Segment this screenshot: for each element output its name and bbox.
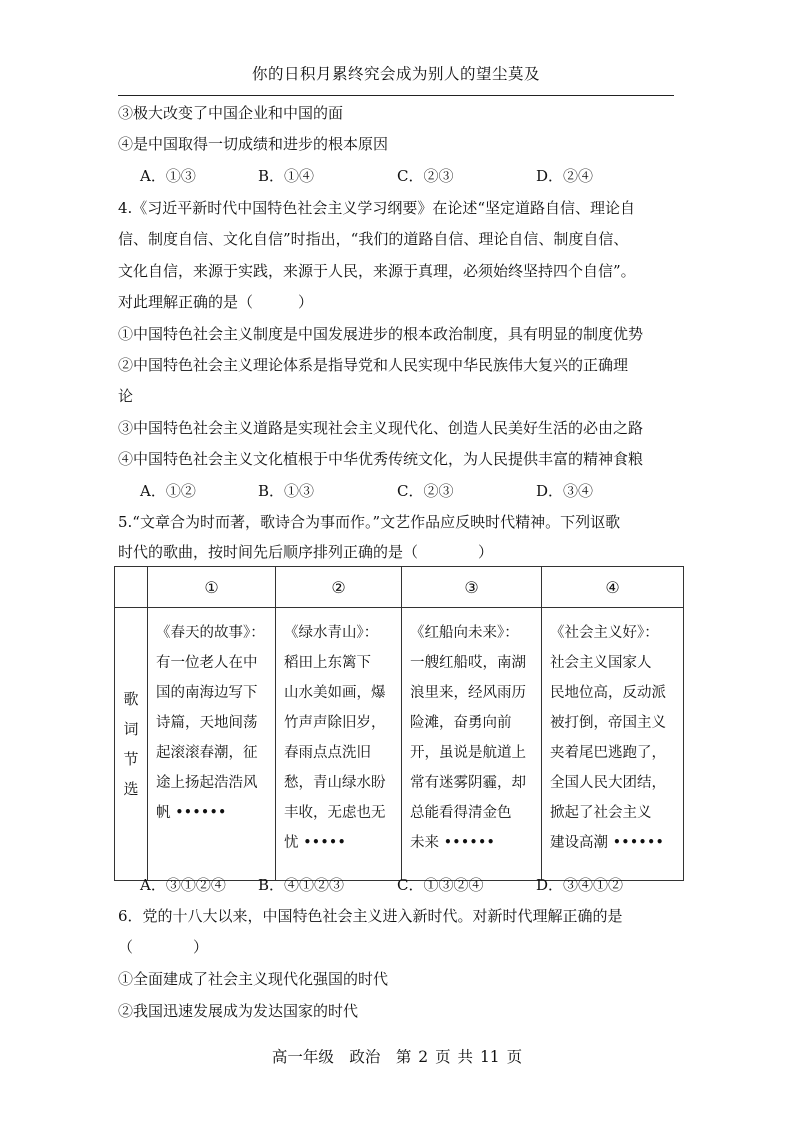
q4-stem-line-2: 信、制度自信、文化自信”时指出，“我们的道路自信、理论自信、制度自信、 — [118, 230, 629, 248]
q4-item-1: ①中国特色社会主义制度是中国发展进步的根本政治制度，具有明显的制度优势 — [118, 325, 644, 343]
q3-item-4: ④是中国取得一切成绩和进步的根本原因 — [118, 135, 389, 153]
q4-item-3: ③中国特色社会主义道路是实现社会主义现代化、创造人民美好生活的必由之路 — [118, 419, 644, 437]
q4-stem-line-1: 4.《习近平新时代中国特色社会主义学习纲要》在论述“坚定道路自信、理论自 — [118, 199, 635, 217]
q4-option-d: D．③④ — [536, 482, 594, 500]
lyric-line: 起滚滚春潮，征 — [156, 745, 258, 761]
q4-option-b: B．①③ — [258, 482, 315, 500]
header-rule — [118, 95, 674, 96]
q4-item-2-cont: 论 — [118, 387, 134, 405]
lyric-line: 掀起了社会主义 — [550, 805, 652, 821]
q5-stem-line-1: 5.“文章合为时而著，歌诗合为事而作。”文艺作品应反映时代精神。下列讴歌 — [118, 513, 621, 531]
page-header: 你的日积月累终究会成为别人的望尘莫及 — [251, 65, 540, 83]
lyric-cell-2 — [276, 608, 402, 881]
lyric-line: 险滩，奋勇向前 — [410, 715, 512, 731]
lyric-line: 丰收，无虑也无 — [284, 805, 386, 821]
q4-item-2: ②中国特色社会主义理论体系是指导党和人民实现中华民族伟大复兴的正确理 — [118, 356, 629, 374]
lyric-line: 总能看得清金色 — [410, 805, 512, 821]
lyric-line: 常有迷雾阴霾，却 — [410, 775, 526, 791]
lyric-line: 浪里来，经风雨历 — [410, 685, 526, 701]
q3-option-d: D．②④ — [536, 167, 594, 185]
row-label — [115, 608, 148, 881]
q5-option-a: A．③①②④ — [140, 876, 226, 894]
q3-option-a: A．①③ — [140, 167, 196, 185]
table-header-3: ③ — [402, 567, 542, 608]
q6-item-1: ①全面建成了社会主义现代化强国的时代 — [118, 970, 389, 988]
lyric-line: 山水美如画，爆 — [284, 685, 386, 701]
q6-stem-line-1: 6．党的十八大以来，中国特色社会主义进入新时代。对新时代理解正确的是 — [118, 907, 623, 925]
q3-item-3: ③极大改变了中国企业和中国的面 — [118, 104, 344, 122]
lyric-line: 被打倒，帝国主义 — [550, 715, 666, 731]
lyric-line: 全国人民大团结， — [550, 775, 666, 791]
lyric-line: 稻田上东篱下 — [284, 655, 371, 671]
q4-option-a: A．①② — [140, 482, 196, 500]
lyric-line: 春雨点点洗旧 — [284, 745, 371, 761]
q4-stem-line-4: 对此理解正确的是（ ） — [118, 293, 314, 311]
lyric-line: 《绿水青山》： — [284, 625, 379, 641]
row-label-char: 节 — [123, 750, 139, 768]
table-header-4: ④ — [542, 567, 684, 608]
table-header-row — [115, 567, 684, 608]
lyric-line: 建设高潮 •••••• — [550, 835, 664, 851]
table-header-1: ① — [148, 567, 276, 608]
row-label-char: 选 — [123, 780, 139, 798]
lyric-line: 一艘红船哎，南湖 — [410, 655, 526, 671]
q4-item-4: ④中国特色社会主义文化植根于中华优秀传统文化，为人民提供丰富的精神食粮 — [118, 450, 644, 468]
row-label-char: 词 — [123, 720, 139, 738]
lyric-line: 《红船向未来》： — [410, 625, 519, 641]
table-row — [115, 608, 684, 881]
lyric-line: 途上扬起浩浩风 — [156, 775, 258, 791]
table-header-2: ② — [276, 567, 402, 608]
lyric-line: 未来 •••••• — [410, 835, 495, 851]
lyric-line: 社会主义国家人 — [550, 655, 652, 671]
table-corner-cell — [115, 567, 148, 608]
lyric-line: 帆 •••••• — [156, 805, 227, 821]
lyric-cell-4 — [542, 608, 684, 881]
lyric-line: 有一位老人在中 — [156, 655, 258, 671]
lyric-line: 《春天的故事》： — [156, 625, 265, 641]
lyric-cell-1 — [148, 608, 276, 881]
lyric-line: 民地位高，反动派 — [550, 685, 666, 701]
lyric-line: 《社会主义好》： — [550, 625, 659, 641]
q3-option-c: C．②③ — [397, 167, 454, 185]
lyric-line: 开，虽说是航道上 — [410, 745, 526, 761]
song-lyrics-table — [114, 566, 684, 881]
lyric-line: 愁，青山绿水盼 — [284, 775, 386, 791]
q6-item-2: ②我国迅速发展成为发达国家的时代 — [118, 1002, 359, 1020]
lyric-line: 忧 ••••• — [284, 835, 346, 851]
lyric-line: 诗篇，天地间荡 — [156, 715, 258, 731]
lyric-cell-3 — [402, 608, 542, 881]
q5-option-c: C．①③②④ — [397, 876, 484, 894]
page-footer: 高一年级 政治 第 2 页 共 11 页 — [271, 1048, 523, 1066]
row-label-char: 歌 — [123, 690, 139, 708]
lyric-line: 国的南海边写下 — [156, 685, 258, 701]
q3-option-b: B．①④ — [258, 167, 315, 185]
lyric-line: 竹声声除旧岁， — [284, 715, 386, 731]
q5-option-b: B．④①②③ — [258, 876, 345, 894]
q4-stem-line-3: 文化自信，来源于实践，来源于人民，来源于真理，必须始终坚持四个自信”。 — [118, 262, 636, 280]
q4-option-c: C．②③ — [397, 482, 454, 500]
lyric-line: 夹着尾巴逃跑了， — [550, 745, 666, 761]
q5-stem-line-2: 时代的歌曲，按时间先后顺序排列正确的是（ ） — [118, 543, 494, 561]
q5-option-d: D．③④①② — [536, 876, 624, 894]
q6-stem-line-2: （ ） — [118, 938, 209, 956]
